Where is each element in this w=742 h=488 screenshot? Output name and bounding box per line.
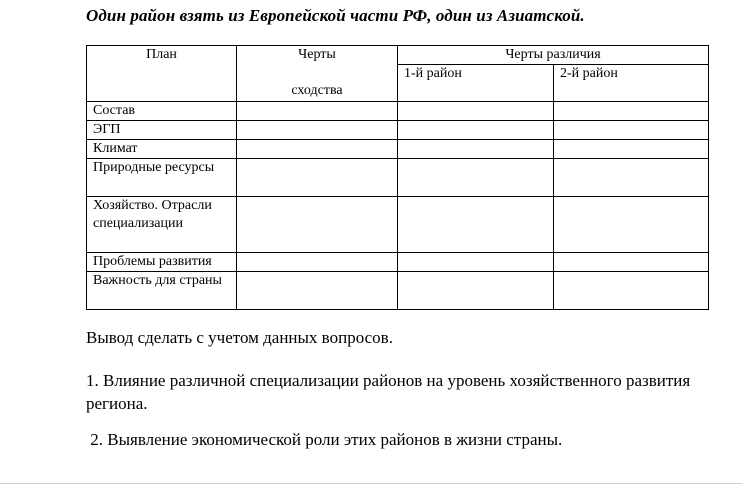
table-cell [398, 102, 554, 121]
header-similarities-line2: сходства [291, 83, 343, 98]
table-cell [554, 159, 709, 197]
table-row [87, 272, 709, 310]
table-cell [237, 102, 398, 121]
question-2: 2. Выявление экономической роли этих районов в жизни страны. [86, 430, 563, 449]
row-label: ЭГП [87, 121, 237, 140]
table-row [87, 197, 709, 253]
table-cell [554, 140, 709, 159]
table-cell [237, 253, 398, 272]
header-similarities-line1: Черты [298, 47, 336, 62]
table-cell [398, 197, 554, 253]
comparison-table [86, 45, 709, 310]
question-1: 1. Влияние различной специализации районов на уровень хозяйственного развития региона. [86, 371, 691, 413]
table-cell [398, 159, 554, 197]
table-cell [237, 272, 398, 310]
header-similarities [237, 46, 398, 102]
table-row [87, 121, 709, 140]
table-row [87, 159, 709, 197]
table-cell [237, 197, 398, 253]
table-row [87, 253, 709, 272]
table-cell [554, 272, 709, 310]
row-label: Хозяйство. Отрасли специализации [87, 197, 237, 253]
table-cell [554, 253, 709, 272]
document-title: Один район взять из Европейской части РФ, один из Азиатской. [86, 6, 585, 25]
page-bottom-border [0, 483, 742, 484]
row-label: Природные ресурсы [87, 159, 237, 197]
table-header-row [87, 46, 709, 65]
header-region-1: 1-й район [398, 65, 554, 102]
header-plan: План [87, 46, 237, 102]
row-label: Проблемы развития [87, 253, 237, 272]
table-row [87, 102, 709, 121]
table-cell [398, 140, 554, 159]
table-cell [398, 253, 554, 272]
header-region-2: 2-й район [554, 65, 709, 102]
table-row [87, 140, 709, 159]
row-label: Состав [87, 102, 237, 121]
table-cell [237, 159, 398, 197]
table-cell [398, 272, 554, 310]
table-cell [554, 197, 709, 253]
conclusion-text: Вывод сделать с учетом данных вопросов. [86, 328, 393, 347]
row-label: Важность для страны [87, 272, 237, 310]
table-cell [554, 102, 709, 121]
table-cell [398, 121, 554, 140]
table-cell [554, 121, 709, 140]
row-label: Климат [87, 140, 237, 159]
table-cell [237, 121, 398, 140]
header-differences: Черты различия [398, 46, 709, 65]
table-cell [237, 140, 398, 159]
